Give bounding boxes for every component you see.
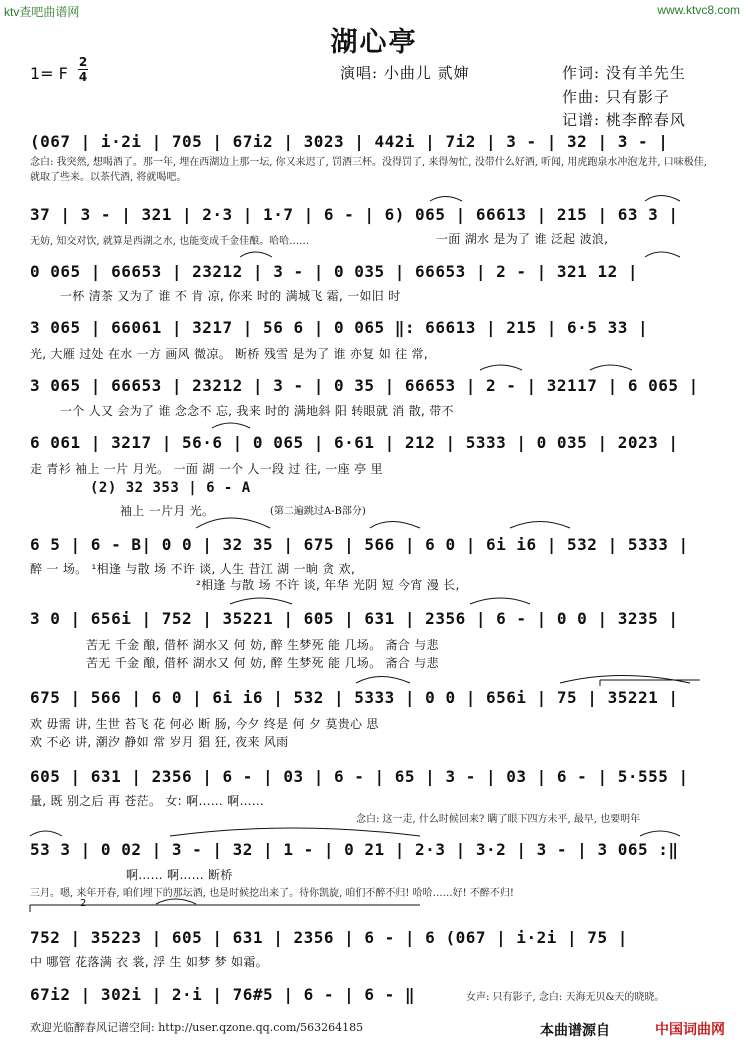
slur-3	[240, 252, 272, 257]
slur-6	[590, 365, 632, 370]
song-title: 湖心亭	[330, 27, 418, 58]
transcriber-credit: 记谱: 桃李醉春风	[562, 111, 686, 129]
meter-top: 2	[78, 55, 88, 69]
score-row-9: 3 0 | 656i | 752 | 35221 | 605 | 631 | 2356 | 6 - | 0 0 | 3235 |	[30, 609, 679, 628]
narration-11: 念白: 这一走, 什么时候回来? 瞒了眼下四方未平, 最早, 也要明年	[356, 814, 641, 825]
slur-15	[30, 831, 62, 836]
slur-17	[640, 831, 680, 836]
slur-2	[645, 196, 680, 202]
slur-13	[356, 677, 410, 684]
score-row-4: 3 065 | 66061 | 3217 | 56 6 | 0 065 ‖: 66613 | 215 | 6·5 33 |	[30, 318, 649, 337]
score-row-13: 752 | 35223 | 605 | 631 | 2356 | 6 - | 6 (067 | i·2i | 75 |	[30, 928, 628, 947]
repeat-note: (第二遍跳过A-B部分)	[270, 506, 366, 517]
narration-2: 无妨, 知交对饮, 就算是西湖之水, 也能变成千金佳酿。哈哈……	[30, 236, 310, 247]
lyric-row-7: 袖上 一片月 光。	[120, 504, 215, 518]
lyric-row-8a: 醉 一 场。 ¹相逢 与散 场 不许 谈, 人生 昔江 湖 一晌 贪 欢,	[30, 562, 356, 576]
volta-number: 2	[80, 898, 87, 909]
lyric-row-8b: ²相逢 与散 场 不许 谈, 年华 光阴 短 今宵 漫 长,	[196, 578, 460, 592]
lyric-row-10b: 欢 不必 讲, 潮汐 静如 常 岁月 猖 狂, 夜来 风雨	[30, 735, 289, 749]
singer-credit: 演唱: 小曲儿 贰婶	[340, 64, 470, 82]
score-row-5: 3 065 | 66653 | 23212 | 3 - | 0 35 | 66653 | 2 - | 32117 | 6 065 |	[30, 376, 699, 395]
lyric-row-2: 一面 湖水 是为了 谁 泛起 波浪,	[436, 232, 609, 246]
footer-source: 本曲谱源自	[540, 1023, 610, 1039]
score-row-1: (067 | i·2i | 705 | 67i2 | 3023 | 442i | 7i2 | 3 - | 32 | 3 - |	[30, 132, 669, 151]
score-row-3: 0 065 | 66653 | 23212 | 3 - | 0 035 | 66653 | 2 - | 321 12 |	[30, 262, 638, 281]
watermark-right: www.ktvc8.com	[657, 3, 740, 17]
score-row-8: 6 5 | 6 - B| 0 0 | 32 35 | 675 | 566 | 6 0 | 6i i6 | 532 | 5333 |	[30, 535, 689, 554]
slur-18	[156, 899, 196, 904]
score-row-10: 675 | 566 | 6 0 | 6i i6 | 532 | 5333 | 0 0 | 656i | 75 | 35221 |	[30, 688, 679, 707]
meter-bottom: 4	[78, 70, 88, 84]
slur-11	[230, 598, 292, 604]
lyricist-credit: 作词: 没有羊先生	[562, 64, 686, 82]
score-row-12: 53 3 | 0 02 | 3 - | 32 | 1 - | 0 21 | 2·3 | 3·2 | 3 - | 3 065 :‖	[30, 840, 679, 859]
slur-10	[510, 522, 570, 529]
lyric-row-3: 一杯 清茶 又为了 谁 不 肯 凉, 你来 时的 满城飞 霜, 一如旧 时	[60, 289, 401, 303]
slur-7	[212, 423, 250, 428]
slur-12	[470, 598, 530, 604]
slur-1	[430, 197, 462, 202]
lyric-row-5: 一个 人又 会为了 谁 念念不 忘, 我来 时的 满地斜 阳 转眼就 消 散, 带不	[60, 404, 454, 418]
composer-credit: 作曲: 只有影子	[562, 88, 670, 106]
score-row-7: (2) 32 353 | 6 - A	[90, 480, 251, 496]
narration-1: 念白: 我突然, 想喝酒了。那一年, 埋在西湖边上那一坛, 你又来迟了, 罚酒三杯。没得罚了, 来得匆忙, 没带什么好酒, 听闻, 用虎跑泉水冲泡龙井, 口味极佳, 就取了些来。以茶代酒, 将就喝吧。	[30, 157, 707, 183]
lyric-row-9a: 苦无 千金 酿, 借杯 湖水又 何 妨, 醉 生梦死 能 几场。 斋合 与悲	[86, 638, 439, 652]
slur-9	[370, 522, 420, 529]
lyric-row-10a: 欢 毋需 讲, 生世 苔飞 花 何必 断 肠, 今夕 终是 何 夕 莫贵心 思	[30, 717, 379, 731]
lyric-row-11: 量, 既 别之后 再 苍茫。 女: 啊…… 啊……	[30, 794, 265, 808]
slur-14	[560, 676, 690, 684]
lyric-row-4: 光, 大雁 过处 在水 一方 画风 微凉。 断桥 残雪 是为了 谁 亦复 如 往 常,	[30, 347, 428, 361]
score-row-11: 605 | 631 | 2356 | 6 - | 03 | 6 - | 65 | 3 - | 03 | 6 - | 5·555 |	[30, 767, 689, 786]
volta-2	[30, 905, 420, 912]
score-row-6: 6 061 | 3217 | 56·6 | 0 065 | 6·61 | 212 | 5333 | 0 035 | 2023 |	[30, 433, 679, 452]
lyric-row-9b: 苦无 千金 酿, 借杯 湖水又 何 妨, 醉 生梦死 能 几场。 斋合 与悲	[86, 656, 439, 670]
slur-16	[170, 828, 420, 836]
key-signature: 1= F	[30, 64, 68, 83]
score-row-14: 67i2 | 302i | 2·i | 76#5 | 6 - | 6 - ‖	[30, 985, 416, 1004]
watermark-left: ktv查吧曲谱网	[4, 5, 80, 19]
lyric-row-13: 中 哪管 花落满 衣 裳, 浮 生 如梦 梦 如霜。	[30, 955, 268, 969]
slur-5	[480, 365, 522, 370]
volta-line	[600, 680, 700, 686]
footer-site: 中国词曲网	[655, 1021, 725, 1037]
footer-link: 欢迎光临醉春风记谱空间: http://user.qzone.qq.com/563264185	[30, 1021, 364, 1034]
narration-14: 女声: 只有影子, 念白: 天海无贝&天的晓晓。	[466, 992, 665, 1003]
score-row-2: 37 | 3 - | 321 | 2·3 | 1·7 | 6 - | 6) 065 | 66613 | 215 | 63 3 |	[30, 205, 679, 224]
slur-8	[196, 518, 270, 528]
slur-4	[645, 252, 680, 257]
narration-12: 三月。嗯, 来年开春, 咱们埋下的那坛酒, 也是时候挖出来了。待你凯旋, 咱们不醉不归! 哈哈……好! 不醉不归!	[30, 888, 514, 899]
lyric-row-6: 走 青衫 袖上 一片 月光。 一面 湖 一个 人一段 过 往, 一座 亭 里	[30, 462, 383, 476]
lyric-row-12: 啊…… 啊…… 断桥	[126, 868, 233, 882]
